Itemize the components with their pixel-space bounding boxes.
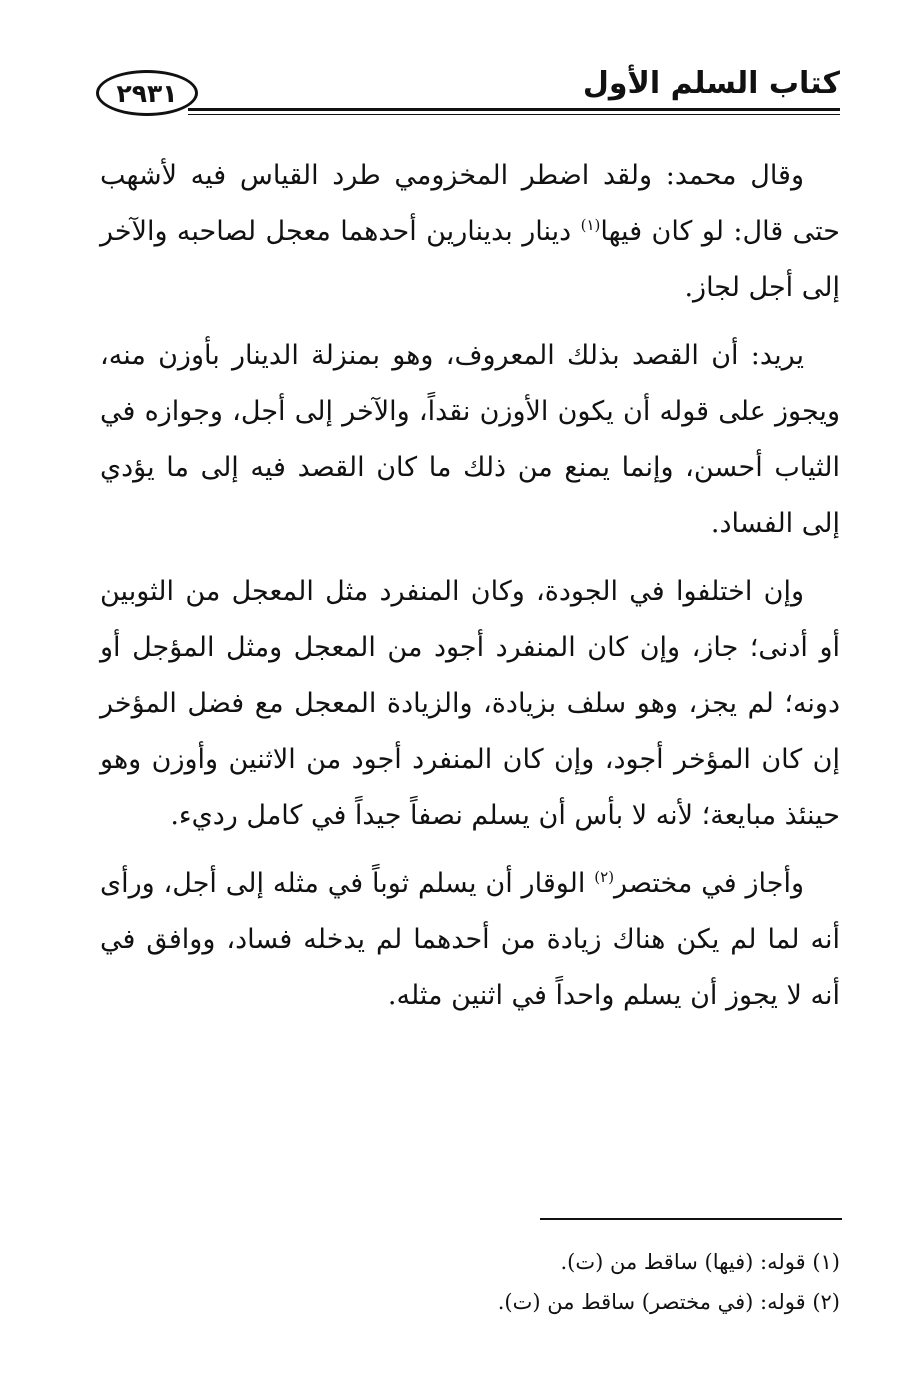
paragraph	[100, 856, 840, 1024]
paragraph	[100, 148, 840, 316]
paragraph-text: وقال محمد: ولقد اضطر المخزومي طرد القياس فيه لأشهب حتى قال: لو كان فيها	[100, 160, 840, 247]
footnote-reference: (٢)	[594, 868, 615, 886]
paragraph-text: وأجاز في مختصر	[614, 868, 804, 899]
book-title: كتاب السلم الأول	[582, 66, 840, 101]
paragraph-text: الوقار أن يسلم ثوباً في مثله إلى أجل، ورأى أنه لما لم يكن هناك زيادة من أحدهما لم يدخله فساد، ووافق في أنه لا يجوز أن يسلم واحداً في اثنين مثله.	[100, 868, 840, 1011]
page-number-frame	[96, 70, 198, 116]
footnote-reference: (١)	[580, 216, 601, 234]
paragraph: وإن اختلفوا في الجودة، وكان المنفرد مثل المعجل من الثوبين أو أدنى؛ جاز، وإن كان المنفرد أجود من المعجل ومثل المؤجل أو دونه؛ لم يجز، وهو سلف بزيادة، والزيادة المعجل مع فضل المؤخر إن كان المؤخر أجود، وإن كان المنفرد أجود من الاثنين وأوزن وهو حينئذ مبايعة؛ لأنه لا بأس أن يسلم نصفاً جيداً في كامل رديء.	[100, 576, 840, 831]
paragraph-text: دينار بدينارين أحدهما معجل لصاحبه والآخر إلى أجل لجاز.	[100, 216, 840, 303]
footnote: (٢) قوله: (في مختصر) ساقط من (ت).	[497, 1290, 840, 1314]
footnotes	[100, 1242, 840, 1322]
header-rule-thin	[188, 114, 840, 115]
footnote-separator	[540, 1218, 842, 1220]
footnote: (١) قوله: (فيها) ساقط من (ت).	[560, 1250, 840, 1274]
page-header	[92, 62, 840, 122]
page-number: ٢٩٣١	[116, 78, 178, 108]
paragraph: يريد: أن القصد بذلك المعروف، وهو بمنزلة الدينار بأوزن منه، ويجوز على قوله أن يكون الأوزن نقداً، والآخر إلى أجل، وجوازه في الثياب أحسن، وإنما يمنع من ذلك ما كان القصد فيه إلى ما يؤدي إلى الفساد.	[100, 340, 840, 539]
main-text	[100, 148, 840, 1036]
header-rule	[188, 108, 840, 111]
